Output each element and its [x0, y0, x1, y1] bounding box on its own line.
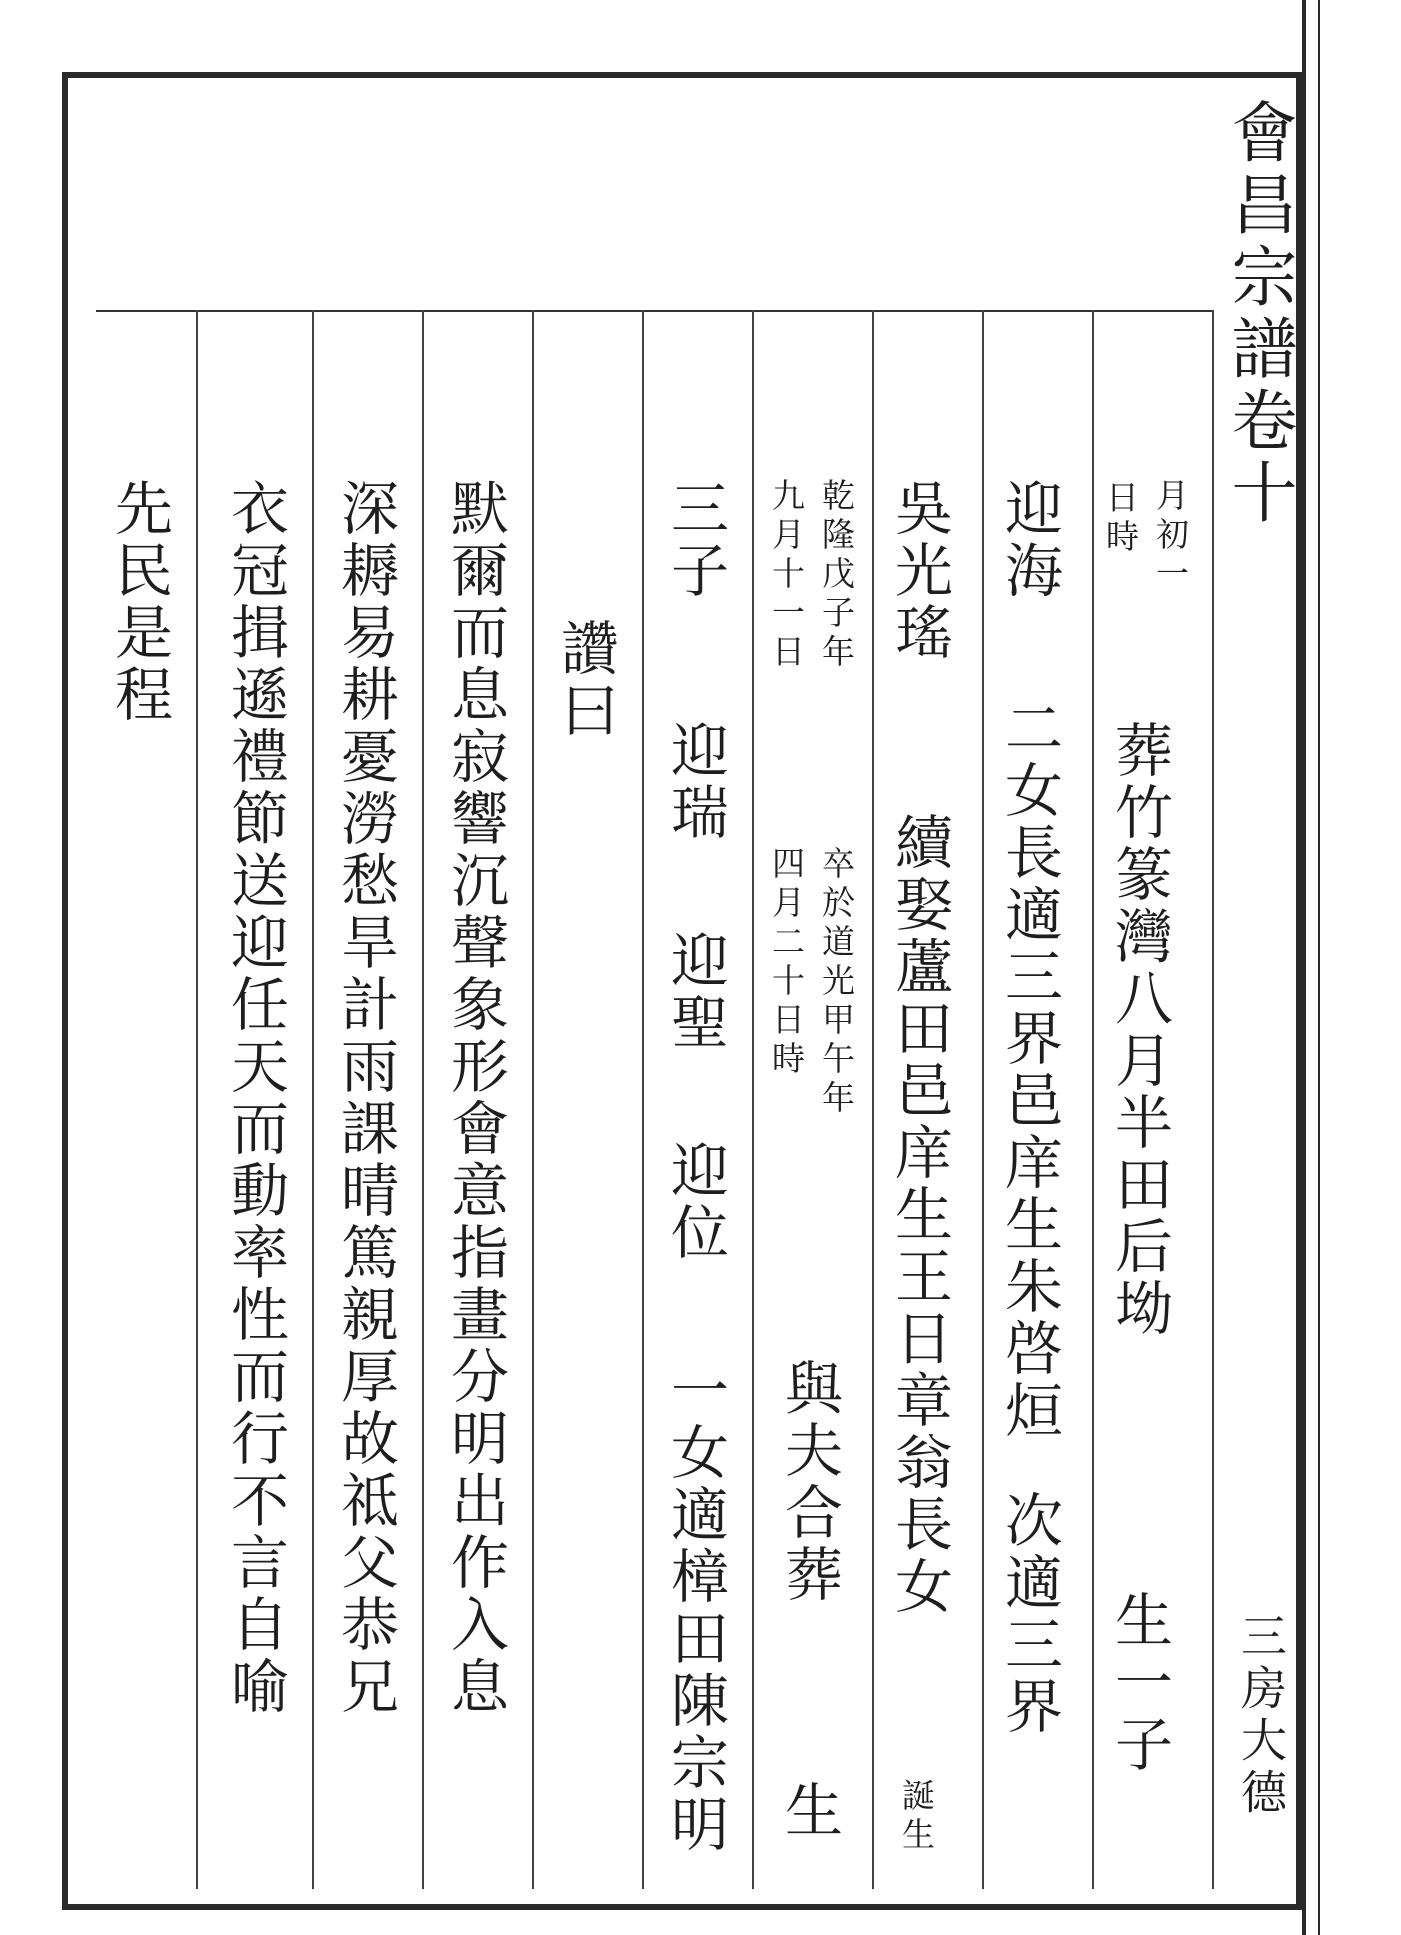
text-column-3-end: 誕生 — [897, 1778, 936, 1856]
column-rule — [312, 310, 314, 1889]
text-column-3-main: 續娶蘆田邑庠生王日章翁長女 — [885, 812, 953, 1618]
spine-border-inner — [1318, 0, 1320, 1935]
text-column-5-sons: 三子 — [661, 478, 729, 602]
page-label: 三房大德 — [1234, 1612, 1288, 1820]
text-column-5-son-3: 迎位 — [661, 1140, 729, 1264]
text-column-2-name: 迎海 — [995, 478, 1063, 602]
text-column-4-end: 生 — [775, 1780, 843, 1842]
text-column-1-note: 月初一 — [1151, 478, 1190, 595]
column-rule — [872, 310, 874, 1889]
column-rule — [982, 310, 984, 1889]
text-column-1-end: 生一子 — [1105, 1590, 1173, 1776]
book-title: 會昌宗譜卷十 — [1220, 98, 1297, 530]
column-rule — [422, 310, 424, 1889]
text-column-4-birth-year: 乾隆戊子年 — [817, 478, 856, 673]
text-column-8-main: 深耨易耕憂澇愁旱計雨課晴篤親厚故祗父恭兄 — [331, 478, 399, 1718]
column-rule — [642, 310, 644, 1889]
text-column-5-son-1: 迎瑞 — [661, 720, 729, 844]
text-column-2-main: 二女長適三界邑庠生朱啓烜 — [995, 698, 1063, 1442]
text-column-3-name: 吳光瑤 — [885, 478, 953, 664]
column-rule — [1212, 310, 1214, 1889]
text-column-4-birth-date: 九月十一日 — [767, 478, 806, 673]
column-rule — [532, 310, 534, 1889]
text-column-4-burial: 與夫合葬 — [775, 1358, 843, 1606]
text-column-5-daughter: 一女適樟田陳宗明 — [661, 1360, 729, 1856]
text-column-6-heading: 讚曰 — [551, 618, 619, 742]
spine-border — [1302, 0, 1306, 1935]
text-column-5-son-2: 迎聖 — [661, 930, 729, 1054]
column-rule — [1092, 310, 1094, 1889]
header-rule — [96, 310, 1214, 312]
text-column-1-subnote: 日時 — [1101, 480, 1140, 558]
text-column-2-end: 次適三界 — [995, 1490, 1063, 1738]
text-column-10-main: 先民是程 — [105, 478, 173, 726]
text-column-7-main: 默爾而息寂響沉聲象形會意指畫分明出作入息 — [441, 478, 509, 1718]
text-column-9-main: 衣冠揖遜禮節送迎任天而動率性而行不言自喻 — [221, 478, 289, 1718]
text-column-4-death-year: 卒於道光甲午年 — [817, 846, 856, 1119]
text-column-1-main: 葬竹篆灣八月半田后坳 — [1105, 720, 1173, 1340]
text-column-4-death-date: 四月二十日時 — [767, 846, 806, 1080]
column-rule — [196, 310, 198, 1889]
column-rule — [752, 310, 754, 1889]
